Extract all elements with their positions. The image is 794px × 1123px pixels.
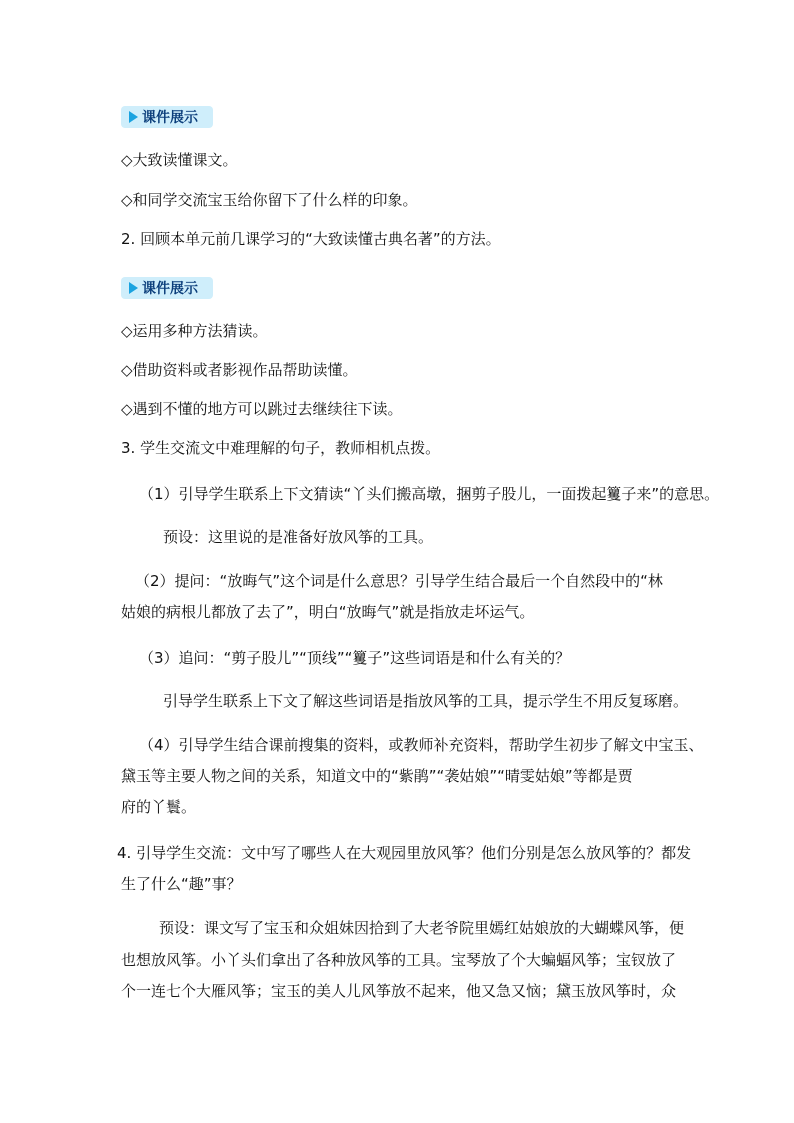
text-line: 也想放风筝。小丫头们拿出了各种放风筝的工具。宝琴放了个大蝙蝠风筝；宝钗放了	[121, 951, 677, 969]
text-line: ◇运用多种方法猜读。	[121, 322, 268, 340]
text-line: ◇遇到不懂的地方可以跳过去继续往下读。	[121, 400, 403, 418]
text-line: （4）引导学生结合课前搜集的资料，或教师补充资料，帮助学生初步了解文中宝玉、	[139, 736, 704, 754]
text-line: 个一连七个大雁风筝；宝玉的美人儿风筝放不起来，他又急又恼；黛玉放风筝时，众	[121, 982, 677, 1000]
text-line: 预设：课文写了宝玉和众姐妹因拾到了大老爷院里嫣红姑娘放的大蝴蝶风筝，便	[159, 919, 685, 937]
text-line: 姑娘的病根儿都放了去了”，明白“放晦气”就是指放走坏运气。	[121, 603, 535, 621]
text-line: 4. 引导学生交流：文中写了哪些人在大观园里放风筝？他们分别是怎么放风筝的？都发	[117, 844, 692, 862]
text-line: 3. 学生交流文中难理解的句子，教师相机点拨。	[121, 439, 441, 457]
text-line: 2. 回顾本单元前几课学习的“大致读懂古典名著”的方法。	[121, 230, 501, 248]
text-line: ◇大致读懂课文。	[121, 151, 238, 169]
text-line: （3）追问：“剪子股儿”“顶线”“籰子”这些词语是和什么有关的？	[139, 649, 571, 667]
text-line: 黛玉等主要人物之间的关系，知道文中的“紫鹃”“袭姑娘”“晴雯姑娘”等都是贾	[121, 767, 633, 785]
badge-label: 课件展示	[142, 110, 198, 126]
play-triangle-icon	[129, 111, 138, 123]
badge-label: 课件展示	[142, 281, 198, 297]
text-line: 生了什么“趣”事？	[121, 875, 242, 893]
courseware-badge	[121, 106, 213, 128]
text-line: 引导学生联系上下文了解这些词语是指放风筝的工具，提示学生不用反复琢磨。	[163, 692, 689, 710]
text-line: ◇借助资料或者影视作品帮助读懂。	[121, 361, 358, 379]
text-line: （1）引导学生联系上下文猜读“丫头们搬高墩，捆剪子股儿，一面拨起籰子来”的意思。	[139, 485, 720, 503]
text-line: （2）提问：“放晦气”这个词是什么意思？引导学生结合最后一个自然段中的“林	[135, 572, 663, 590]
play-triangle-icon	[129, 282, 138, 294]
courseware-badge	[121, 277, 213, 299]
text-line: 预设：这里说的是准备好放风筝的工具。	[163, 528, 434, 546]
text-line: 府的丫鬟。	[121, 798, 197, 816]
text-line: ◇和同学交流宝玉给你留下了什么样的印象。	[121, 191, 418, 209]
